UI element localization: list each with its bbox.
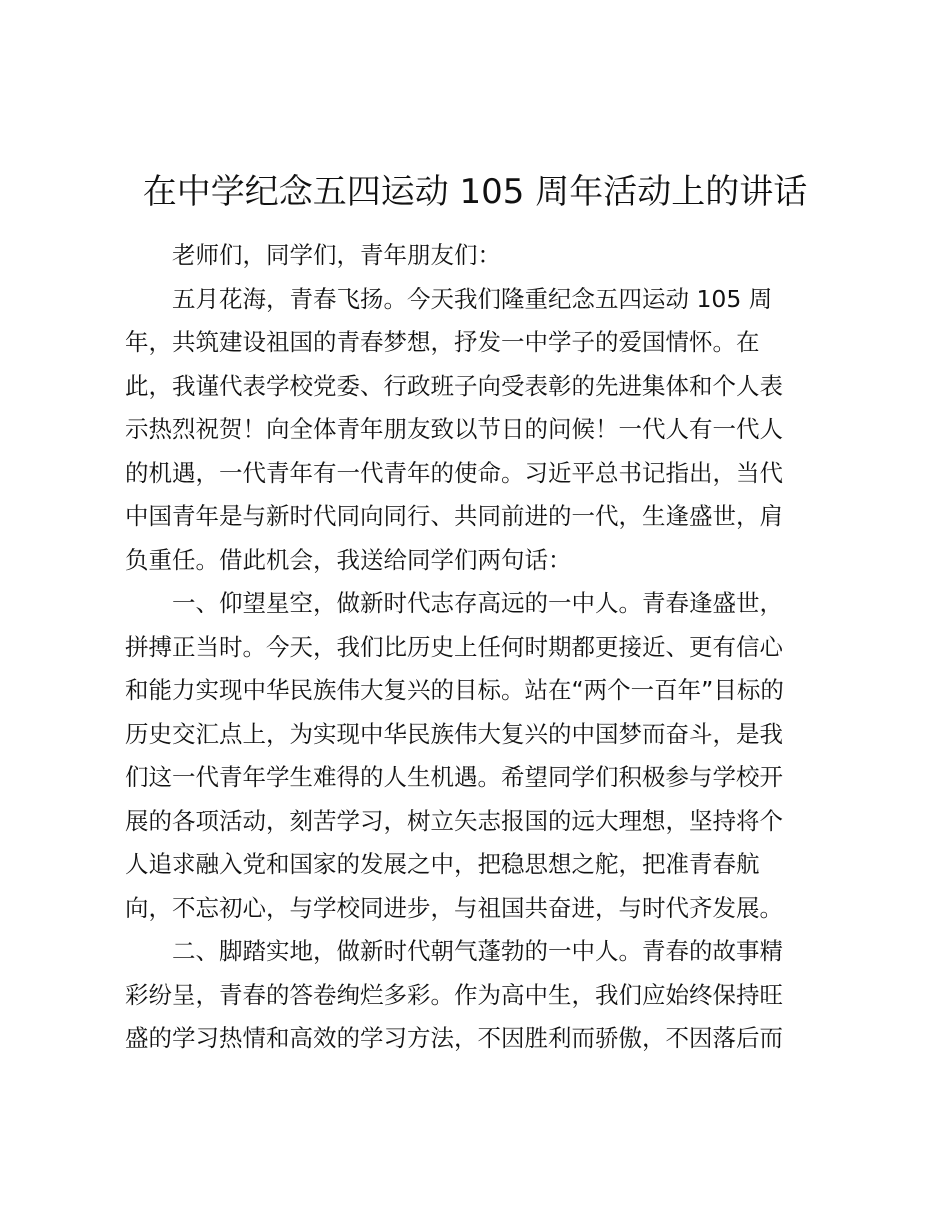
salutation-line: 老师们，同学们，青年朋友们： bbox=[172, 241, 501, 269]
paragraph-2-line-5: 们这一代青年学生难得的人生机遇。希望同学们积极参与学校开 bbox=[125, 763, 783, 791]
paragraph-2-line-6: 展的各项活动，刻苦学习，树立矢志报国的远大理想，坚持将个 bbox=[125, 806, 783, 835]
paragraph-2-line-4: 历史交汇点上，为实现中华民族伟大复兴的中国梦而奋斗，是我 bbox=[125, 719, 783, 748]
paragraph-1-line-1: 五月花海，青春飞扬。今天我们隆重纪念五四运动 105 周 bbox=[172, 284, 773, 313]
paragraph-3-line-2: 彩纷呈，青春的答卷绚烂多彩。作为高中生，我们应始终保持旺 bbox=[125, 980, 783, 1009]
paragraph-1-line-3: 此，我谨代表学校党委、行政班子向受表彰的先进集体和个人表 bbox=[125, 371, 783, 400]
paragraph-2-line-2: 拼搏正当时。今天，我们比历史上任何时期都更接近、更有信心 bbox=[125, 632, 783, 661]
document-title: 在中学纪念五四运动 105 周年活动上的讲话 bbox=[142, 172, 808, 212]
paragraph-1-line-6: 中国青年是与新时代同向同行、共同前进的一代，生逢盛世，肩 bbox=[125, 502, 783, 530]
paragraph-2-line-7: 人追求融入党和国家的发展之中，把稳思想之舵，把准青春航 bbox=[125, 850, 760, 878]
document-body bbox=[125, 234, 825, 1061]
paragraph-2-line-3: 和能力实现中华民族伟大复兴的目标。站在“两个一百年”目标的 bbox=[125, 676, 784, 704]
paragraph-1-line-4: 示热烈祝贺！向全体青年朋友致以节日的问候！一代人有一代人 bbox=[125, 415, 783, 443]
paragraph-2-line-8: 向，不忘初心，与学校同进步，与祖国共奋进，与时代齐发展。 bbox=[125, 893, 783, 922]
paragraph-3-line-3: 盛的学习热情和高效的学习方法，不因胜利而骄傲，不因落后而 bbox=[125, 1024, 783, 1052]
paragraph-1-line-2: 年，共筑建设祖国的青春梦想，抒发一中学子的爱国情怀。在 bbox=[125, 328, 760, 356]
paragraph-1-line-5: 的机遇，一代青年有一代青年的使命。习近平总书记指出，当代 bbox=[125, 458, 783, 487]
paragraph-2-line-1: 一、仰望星空，做新时代志存高远的一中人。青春逢盛世， bbox=[172, 589, 783, 617]
paragraph-3-line-1: 二、脚踏实地，做新时代朝气蓬勃的一中人。青春的故事精 bbox=[172, 937, 783, 965]
paragraph-1-line-7: 负重任。借此机会，我送给同学们两句话： bbox=[125, 545, 572, 574]
